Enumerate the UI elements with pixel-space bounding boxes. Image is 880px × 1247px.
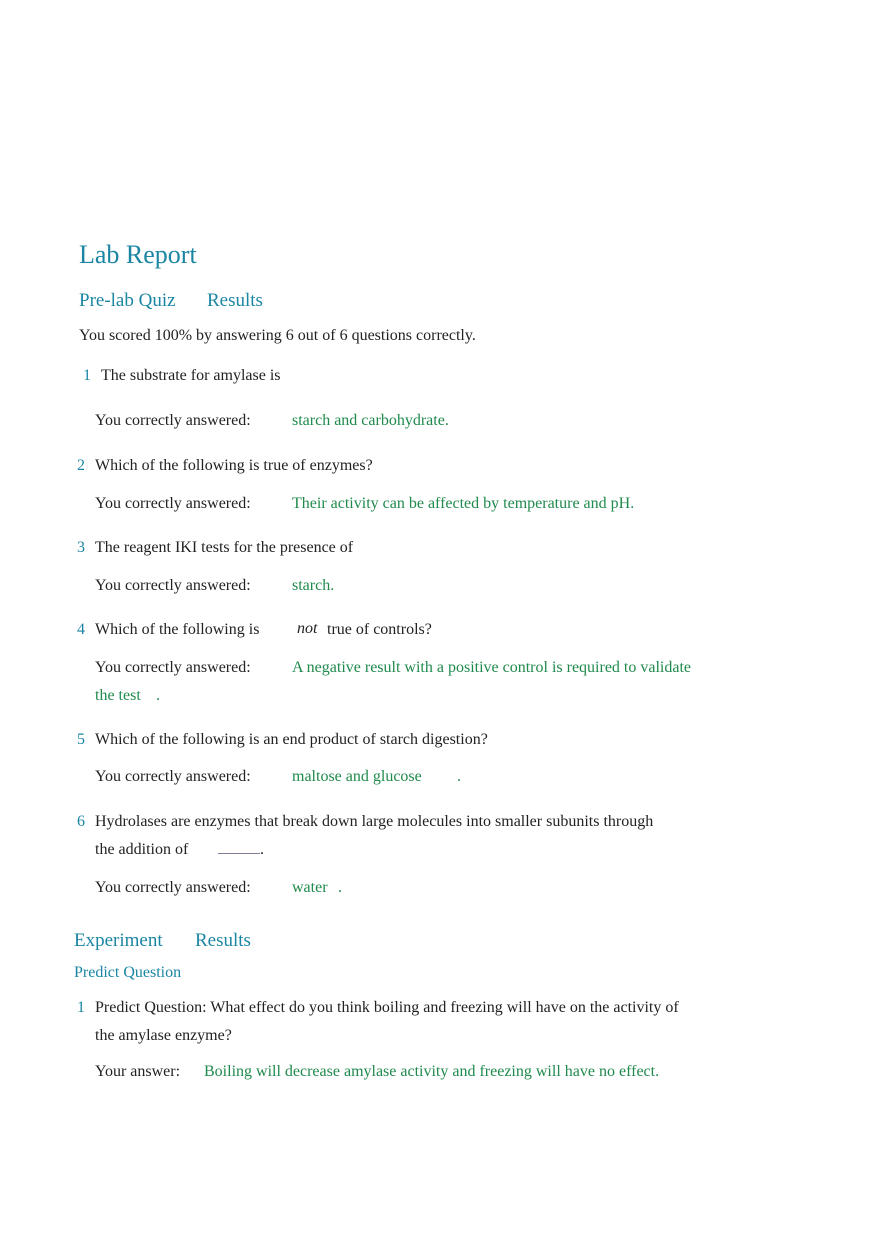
question-text: Predict Question: What effect do you think boiling and freezing will have on the activity of (95, 999, 679, 1016)
answer-text: starch and carbohydrate. (292, 412, 449, 429)
question-text: Which of the following is true of enzymes? (95, 457, 373, 474)
prelab-results-heading: Results (207, 290, 263, 311)
answer-label: You correctly answered: (95, 577, 251, 594)
answer-text: starch. (292, 577, 335, 594)
question-number: 4 (77, 621, 85, 638)
answer-label: You correctly answered: (95, 412, 251, 429)
predict-question-subheading: Predict Question (74, 964, 182, 981)
answer-label: You correctly answered: (95, 495, 251, 512)
question-text: The reagent IKI tests for the presence of (95, 539, 354, 556)
score-summary: You scored 100% by answering 6 out of 6 questions correctly. (79, 327, 476, 344)
question-text: Which of the following is (95, 621, 260, 638)
experiment-heading: Experiment (74, 930, 163, 951)
answer-text: Their activity can be affected by temperature and pH. (292, 495, 635, 512)
answer-label: You correctly answered: (95, 879, 251, 896)
answer-period: . (338, 879, 342, 896)
question-period: . (260, 841, 264, 858)
question-number: 5 (77, 731, 85, 748)
experiment-results-heading: Results (195, 930, 251, 951)
answer-text: Boiling will decrease amylase activity and freezing will have no effect. (204, 1063, 660, 1080)
question-number: 3 (77, 539, 85, 556)
question-text: Hydrolases are enzymes that break down large molecules into smaller subunits through (95, 813, 654, 830)
question-number: 1 (83, 367, 91, 384)
question-number: 6 (77, 813, 85, 830)
question-text: The substrate for amylase is (101, 367, 281, 384)
question-number: 2 (77, 457, 85, 474)
answer-text: maltose and glucose (292, 768, 422, 785)
question-text: Which of the following is an end product of starch digestion? (95, 731, 488, 748)
prelab-heading: Pre-lab Quiz (79, 290, 176, 311)
answer-label: You correctly answered: (95, 659, 251, 676)
answer-text: A negative result with a positive control is required to validate (292, 659, 692, 676)
question-number: 1 (77, 999, 85, 1016)
answer-label: Your answer: (95, 1063, 181, 1080)
question-text-continued: the amylase enzyme? (95, 1027, 232, 1044)
answer-period: . (156, 687, 160, 704)
question-text: true of controls? (327, 621, 432, 638)
answer-label: You correctly answered: (95, 768, 251, 785)
question-emphasis: not (297, 620, 318, 637)
answer-text-continued: the test (95, 687, 141, 704)
answer-period: . (457, 768, 461, 785)
answer-text: water (292, 879, 328, 896)
answer-blank-line (218, 853, 260, 854)
page-title: Lab Report (79, 240, 197, 269)
question-text-continued: the addition of (95, 841, 189, 858)
